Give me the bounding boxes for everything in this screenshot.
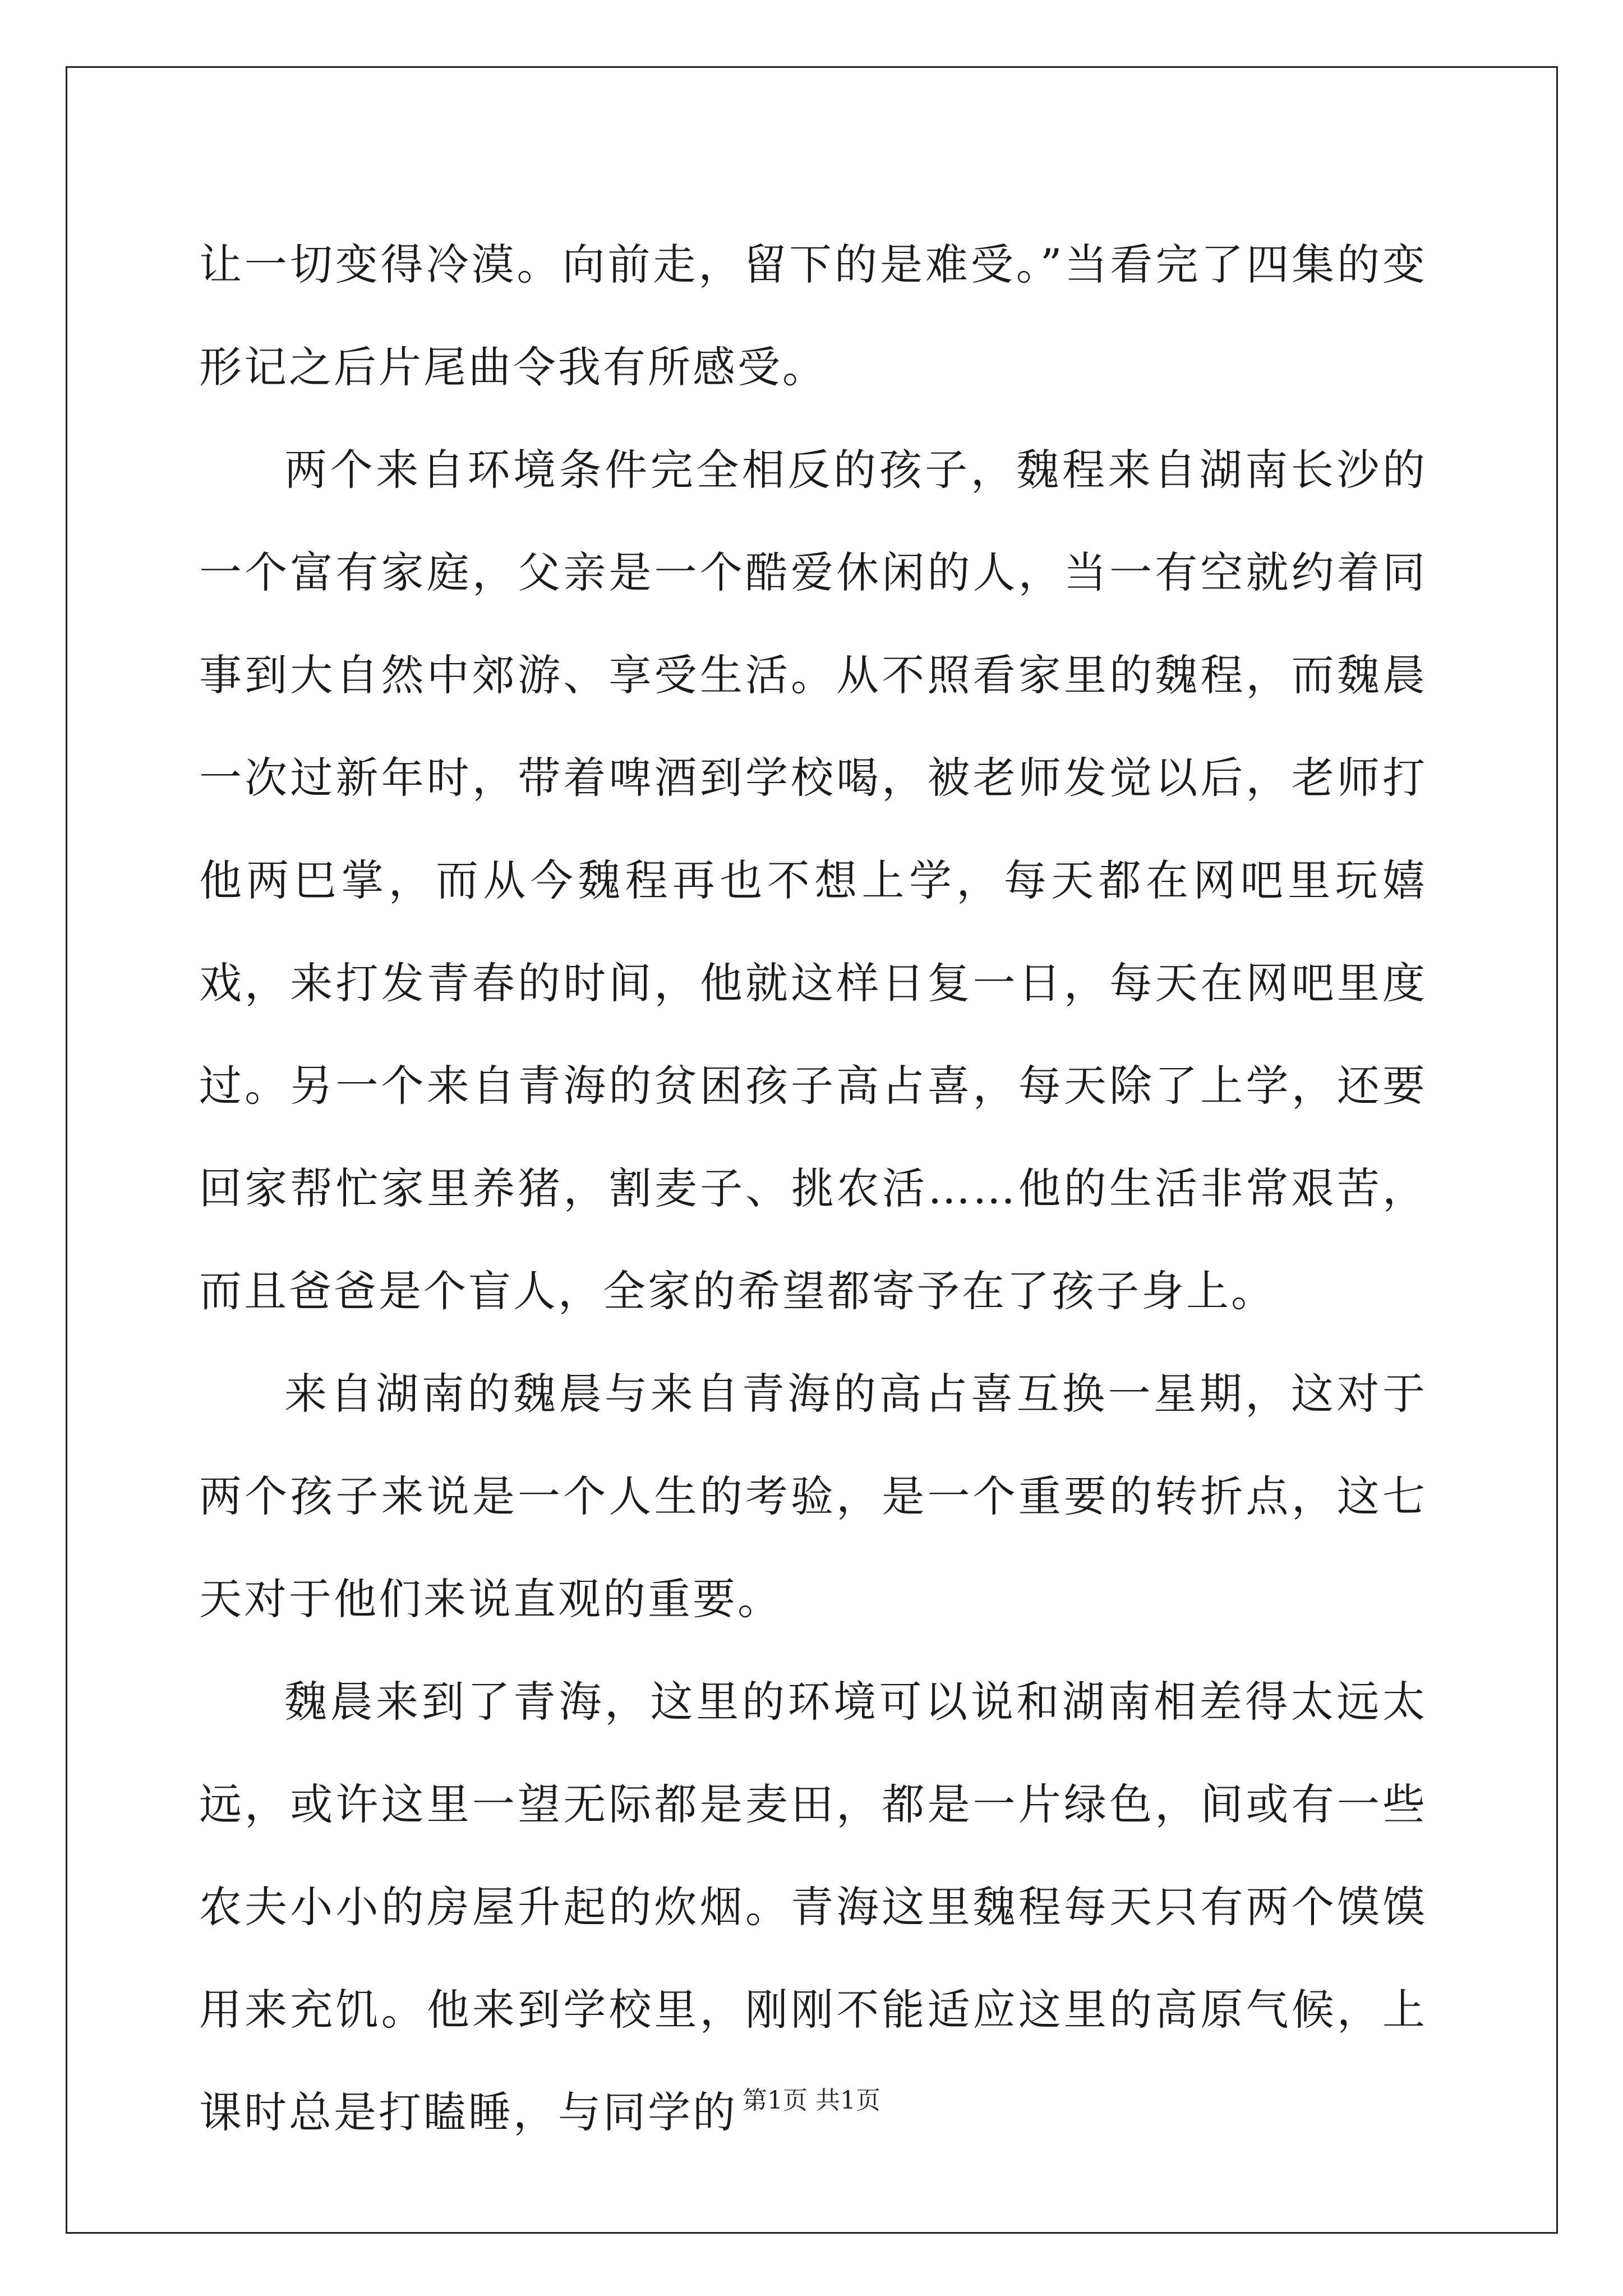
paragraph-1: 让一切变得冷漠。向前走，留下的是难受。”当看完了四集的变形记之后片尾曲令我有所感受。	[199, 240, 1427, 392]
paragraph-4: 魏晨来到了青海，这里的环境可以说和湖南相差得太远太远，或许这里一望无际都是麦田，都是一片绿色，间或有一些农夫小小的房屋升起的炊烟。青海这里魏程每天只有两个馍馍用来充饥。他来到学校里，刚刚不能适应这里的高原气候，上课时总是打瞌睡，与同学的	[199, 1677, 1427, 2137]
paragraph-2: 两个来自环境条件完全相反的孩子，魏程来自湖南长沙的一个富有家庭，父亲是一个酷爱休闲的人，当一有空就约着同事到大自然中郊游、享受生活。从不照看家里的魏程，而魏晨一次过新年时，带着啤酒到学校喝，被老师发觉以后，老师打他两巴掌，而从今魏程再也不想上学，每天都在网吧里玩嬉戏，来打发青春的时间，他就这样日复一日，每天在网吧里度过。另一个来自青海的贫困孩子高占喜，每天除了上学，还要回家帮忙家里养猪，割麦子、挑农活……他的生活非常艰苦，而且爸爸是个盲人，全家的希望都寄予在了孩子身上。	[199, 445, 1427, 1316]
paragraph-3: 来自湖南的魏晨与来自青海的高占喜互换一星期，这对于两个孩子来说是一个人生的考验，是一个重要的转折点，这七天对于他们来说直观的重要。	[199, 1369, 1427, 1624]
document-body	[199, 213, 1427, 2164]
page-footer: 第1页 共1页	[743, 2086, 880, 2115]
